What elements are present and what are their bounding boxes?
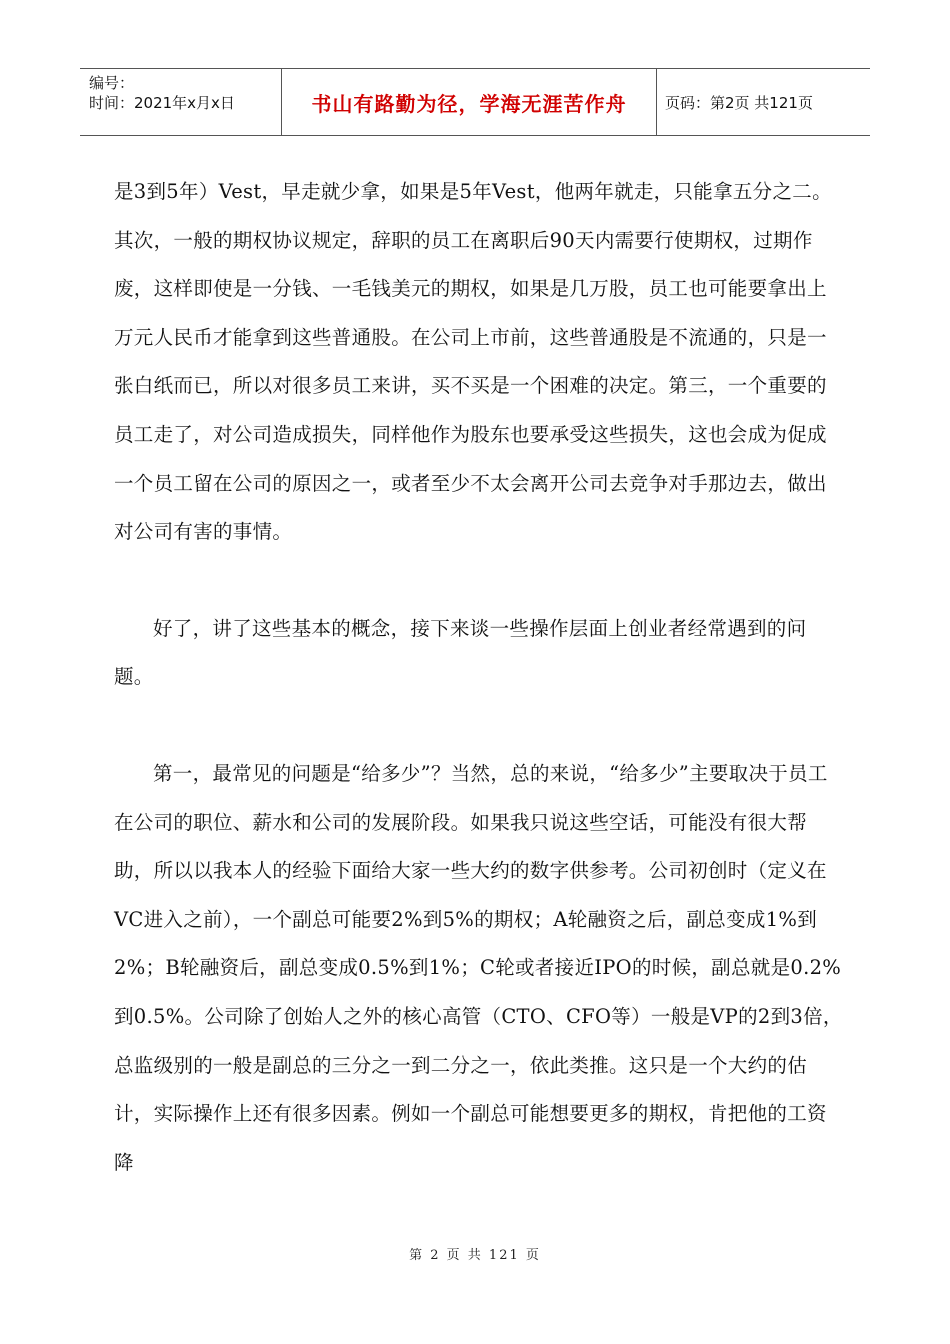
paragraph-transition: 好了，讲了这些基本的概念，接下来谈一些操作层面上创业者经常遇到的问题。 xyxy=(114,616,807,689)
page-header xyxy=(80,68,870,136)
paragraph-gap xyxy=(114,702,844,750)
header-motto: 书山有路勤为径，学海无涯苦作舟 xyxy=(282,69,657,135)
header-meta xyxy=(80,69,282,135)
document-time-label: 时间：2021年x月x日 xyxy=(89,94,235,112)
document-body xyxy=(114,168,844,1187)
paragraph-gap xyxy=(114,557,844,605)
page-footer: 第 2 页 共 121 页 xyxy=(409,1248,541,1263)
paragraph-first-question: 第一，最常见的问题是“给多少”？当然，总的来说，“给多少”主要取决于员工在公司的职位、薪水和公司的发展阶段。如果我只说这些空话，可能没有很大帮助，所以以我本人的经验下面给大家一些大约的数字供参考。公司初创时（定义在VC进入之前），一个副总可能要2%到5%的期权；A轮融资之后，副总变成1%到2%；B轮融资后，副总变成0.5%到1%；C轮或者接近IPO的时候，副总就是0.2%到0.5%。公司除了创始人之外的核心高管（CTO、CFO等）一般是VP的2到3倍，总监级别的一般是副总的三分之一到二分之一，依此类推。这只是一个大约的估计，实际操作上还有很多因素。例如一个副总可能想要更多的期权，肯把他的工资降 xyxy=(114,761,843,1174)
document-number-label: 编号： xyxy=(89,74,135,92)
header-page-code: 页码：第2页 共121页 xyxy=(665,93,813,112)
paragraph-continuation: 是3到5年）Vest，早走就少拿，如果是5年Vest，他两年就走，只能拿五分之二。其次，一般的期权协议规定，辞职的员工在离职后90天内需要行使期权，过期作废，这样即使是一分钱、一毛钱美元的期权，如果是几万股，员工也可能要拿出上万元人民币才能拿到这些普通股。在公司上市前，这些普通股是不流通的，只是一张白纸而已，所以对很多员工来讲，买不买是一个困难的决定。第三，一个重要的员工走了，对公司造成损失，同样他作为股东也要承受这些损失，这也会成为促成一个员工留在公司的原因之一，或者至少不太会离开公司去竞争对手那边去，做出对公司有害的事情。 xyxy=(114,180,832,544)
